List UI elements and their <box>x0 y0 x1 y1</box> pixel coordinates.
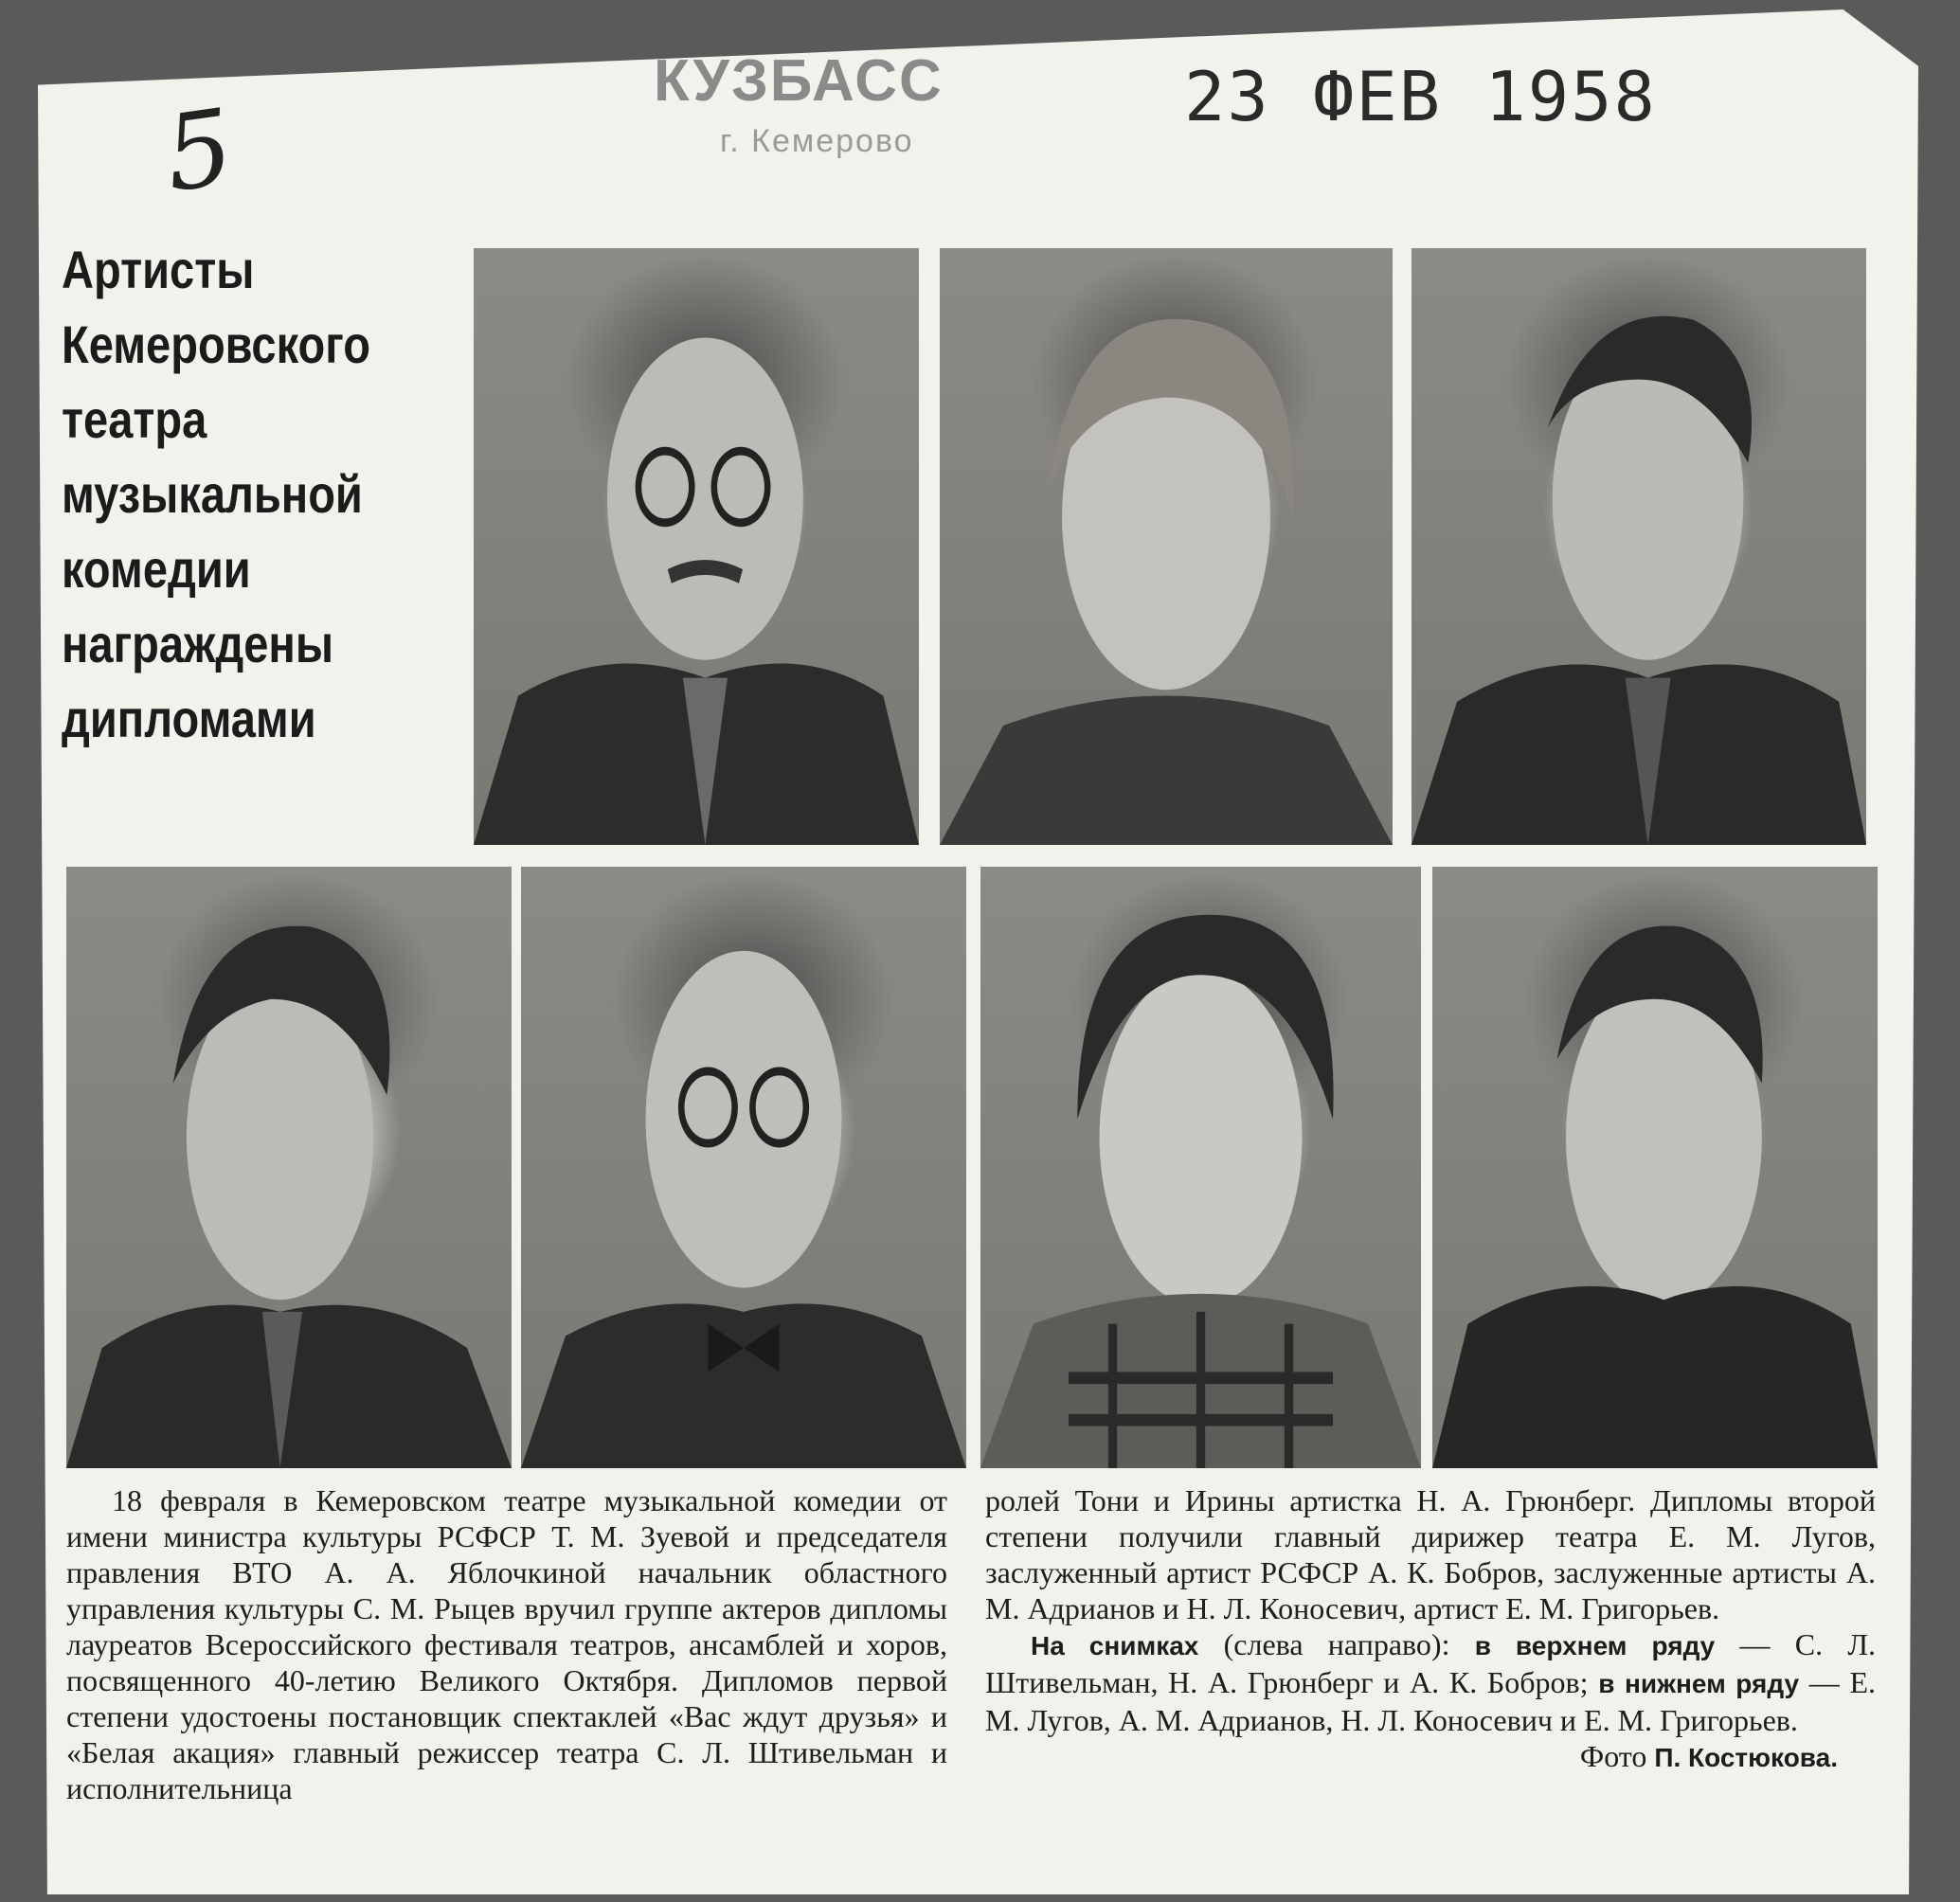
photo-credit <box>985 1738 1876 1776</box>
headline-line: Кемеровского <box>62 314 370 374</box>
caption-top-row-label: в верхнем ряду <box>1474 1631 1716 1660</box>
headline-line: театра <box>62 389 207 449</box>
headline-line: дипломами <box>62 689 316 748</box>
caption-bottom-row-names: — Е. М. Лугов, А. М. Адрианов, Н. Л. Коносевич и Е. М. Григорьев. <box>985 1665 1877 1737</box>
credit-name: П. Костюкова. <box>1654 1743 1838 1772</box>
handwritten-number: 5 <box>157 85 241 216</box>
credit-label: Фото <box>1579 1739 1655 1773</box>
headline-line: Артисты <box>62 240 255 299</box>
caption-lead: На снимках <box>1031 1631 1199 1660</box>
headline-line: музыкальной <box>62 464 363 524</box>
city-stamp: г. Кемерово <box>720 123 914 159</box>
article-column-left <box>66 1482 947 1806</box>
headline-line: комедии <box>62 539 251 599</box>
article-column-right <box>985 1482 1876 1776</box>
headline <box>62 232 396 756</box>
caption-top-row-names: — С. Л. Штивельман, Н. А. Грюнберг и А. К. Бобров; <box>985 1627 1877 1699</box>
photo-caption <box>985 1626 1876 1738</box>
caption-text: (слева направо): <box>1198 1627 1475 1661</box>
article-paragraph-continued: ролей Тони и Ирины артистка Н. А. Грюнберг. Дипломы второй степени получили главный дирижер театра Е. М. Лугов, заслуженный артист РСФСР А. К. Бобров, заслуженные артисты А. М. Адрианов и Н. Л. Коносевич, артист Е. М. Григорьев. <box>985 1483 1876 1625</box>
photo-bottom-2 <box>521 867 966 1468</box>
photo-top-3 <box>1412 248 1866 845</box>
date-stamp: 23 ФЕВ 1958 <box>1184 57 1657 136</box>
photo-bottom-1 <box>66 867 512 1468</box>
newspaper-stamp: КУЗБАСС <box>654 48 944 114</box>
photo-top-1 <box>474 248 919 845</box>
photo-bottom-3 <box>980 867 1421 1468</box>
article-paragraph: 18 февраля в Кемеровском театре музыкальной комедии от имени министра культуры РСФСР Т. М. Зуевой и председателя правления ВТО А. А. Яблочкиной начальник областного управления культуры С. М. Рыцев вручил группе актеров дипломы лауреатов Всероссийского фестиваля театров, ансамблей и хоров, посвященного 40-летию Великого Октября. Дипломов первой степени удостоены постановщик спектаклей «Вас ждут друзья» и «Белая акация» главный режиссер театра С. Л. Штивельман и исполнительница <box>66 1483 947 1805</box>
headline-line: награждены <box>62 614 334 673</box>
photo-bottom-4 <box>1432 867 1878 1468</box>
photo-top-2 <box>940 248 1393 845</box>
caption-bottom-row-label: в нижнем ряду <box>1598 1669 1800 1698</box>
